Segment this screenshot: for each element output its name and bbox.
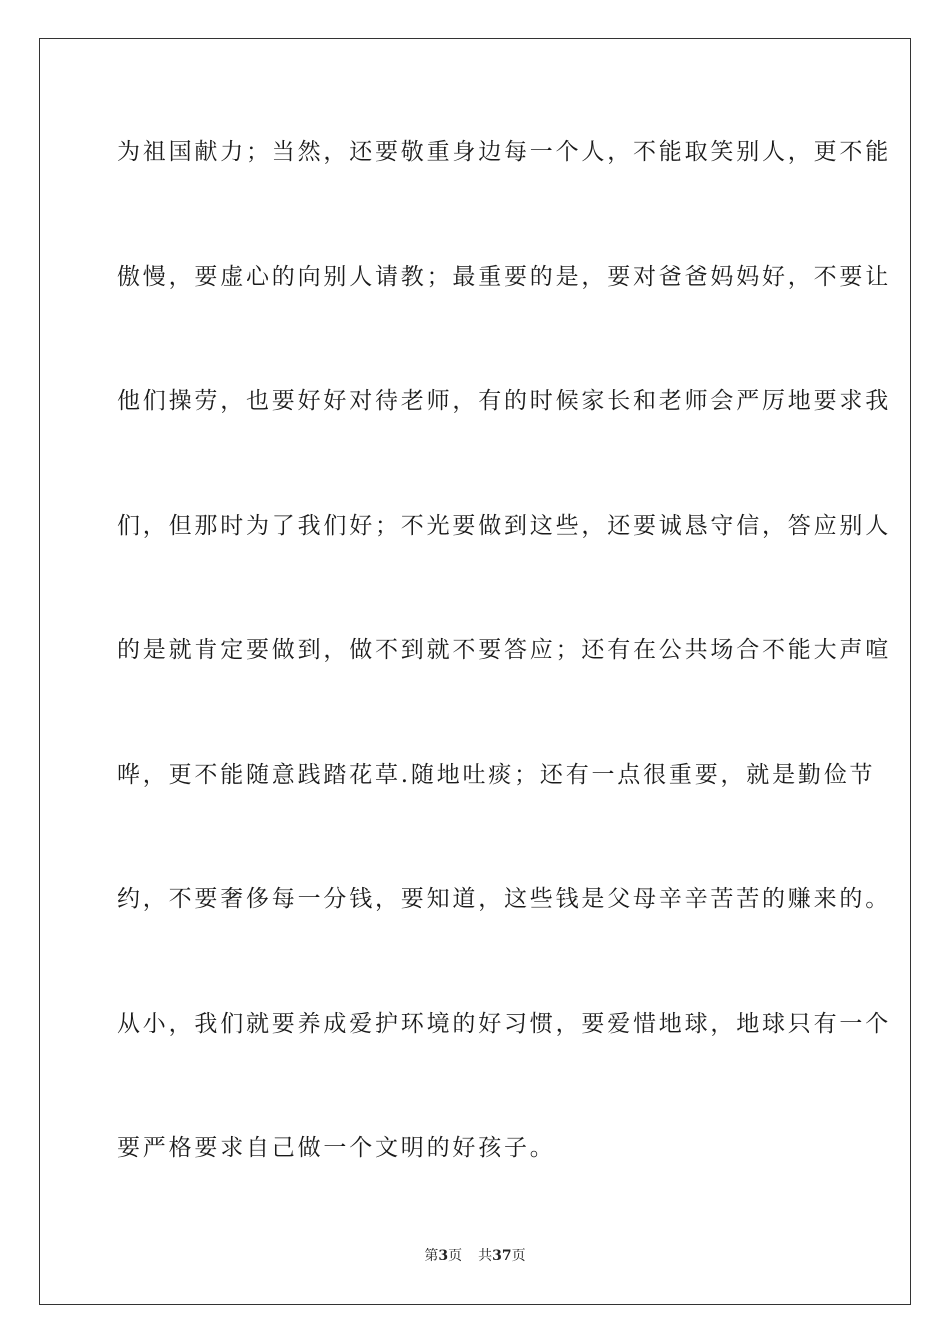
page-footer — [0, 1246, 950, 1266]
text-line: 们，但那时为了我们好；不光要做到这些，还要诚恳守信，答应别人 — [117, 512, 891, 539]
text-line: 从小，我们就要养成爱护环境的好习惯，要爱惜地球，地球只有一个 — [117, 1010, 891, 1037]
text-line: 他们操劳，也要好好对待老师，有的时候家长和老师会严厉地要求我 — [117, 388, 891, 414]
text-line: 傲慢，要虚心的向别人请教；最重要的是，要对爸爸妈妈好，不要让 — [117, 263, 891, 290]
document-body — [117, 128, 891, 1249]
page-suffix: 页 — [448, 1248, 463, 1264]
total-pages-indicator — [478, 1248, 525, 1264]
total-suffix: 页 — [511, 1248, 526, 1264]
total-pages: 37 — [492, 1248, 512, 1264]
text-line: 的是就肯定要做到，做不到就不要答应；还有在公共场合不能大声喧 — [117, 637, 891, 663]
text-line: 要严格要求自己做一个文明的好孩子。 — [117, 1135, 556, 1161]
total-prefix: 共 — [478, 1248, 493, 1264]
page-number: 3 — [438, 1248, 449, 1264]
text-line: 哗，更不能随意践踏花草.随地吐痰；还有一点很重要，就是勤俭节 — [117, 761, 876, 788]
page-prefix: 第 — [424, 1248, 439, 1264]
text-line: 为祖国献力；当然，还要敬重身边每一个人，不能取笑别人，更不能 — [117, 139, 891, 165]
page-indicator — [424, 1248, 462, 1264]
text-line: 约，不要奢侈每一分钱，要知道，这些钱是父母辛辛苦苦的赚来的。 — [117, 886, 891, 912]
